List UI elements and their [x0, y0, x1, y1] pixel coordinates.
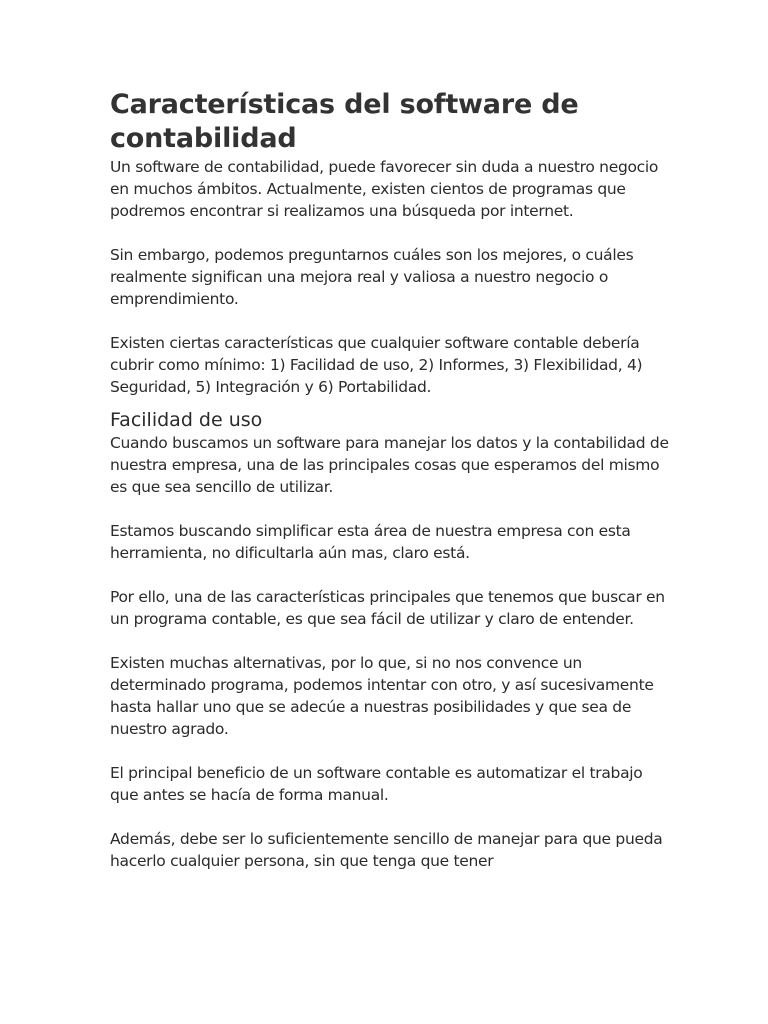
intro-paragraph-3: Existen ciertas características que cualquier software contable debería cubrir como mínimo: 1) Facilidad de uso, 2) Informes, 3) Flexibilidad, 4) Seguridad, 5) Integración y 6) Portabilidad. — [110, 334, 643, 396]
intro-paragraph-2: Sin embargo, podemos preguntarnos cuáles son los mejores, o cuáles realmente significan una mejora real y valiosa a nuestro negocio o emprendimiento. — [110, 246, 634, 308]
intro-paragraph-1: Un software de contabilidad, puede favorecer sin duda a nuestro negocio en muchos ámbitos. Actualmente, existen cientos de programas que podremos encontrar si realizamos una búsqueda por internet. — [110, 158, 659, 220]
section-paragraph-2: Estamos buscando simplificar esta área de nuestra empresa con esta herramienta, no dificultarla aún mas, claro está. — [110, 522, 631, 562]
section-paragraph-1: Cuando buscamos un software para manejar los datos y la contabilidad de nuestra empresa, una de las principales cosas que esperamos del mismo es que sea sencillo de utilizar. — [110, 434, 669, 496]
title-line-2: contabilidad — [110, 123, 297, 154]
section-paragraph-5: El principal beneficio de un software contable es automatizar el trabajo que antes se hacía de forma manual. — [110, 764, 643, 804]
document-title — [110, 88, 670, 156]
section-heading: Facilidad de uso — [110, 409, 263, 431]
section-paragraph-6: Además, debe ser lo suficientemente sencillo de manejar para que pueda hacerlo cualquier persona, sin que tenga que tener — [110, 830, 663, 870]
section-paragraph-4: Existen muchas alternativas, por lo que, si no nos convence un determinado programa, podemos intentar con otro, y así sucesivamente hasta hallar uno que se adecúe a nuestras posibilidades y que sea de nuestro agrado. — [110, 654, 654, 738]
title-line-1: Características del software de — [110, 89, 579, 120]
document-page — [110, 88, 670, 872]
section-paragraph-3: Por ello, una de las características principales que tenemos que buscar en un programa contable, es que sea fácil de utilizar y claro de entender. — [110, 588, 665, 628]
